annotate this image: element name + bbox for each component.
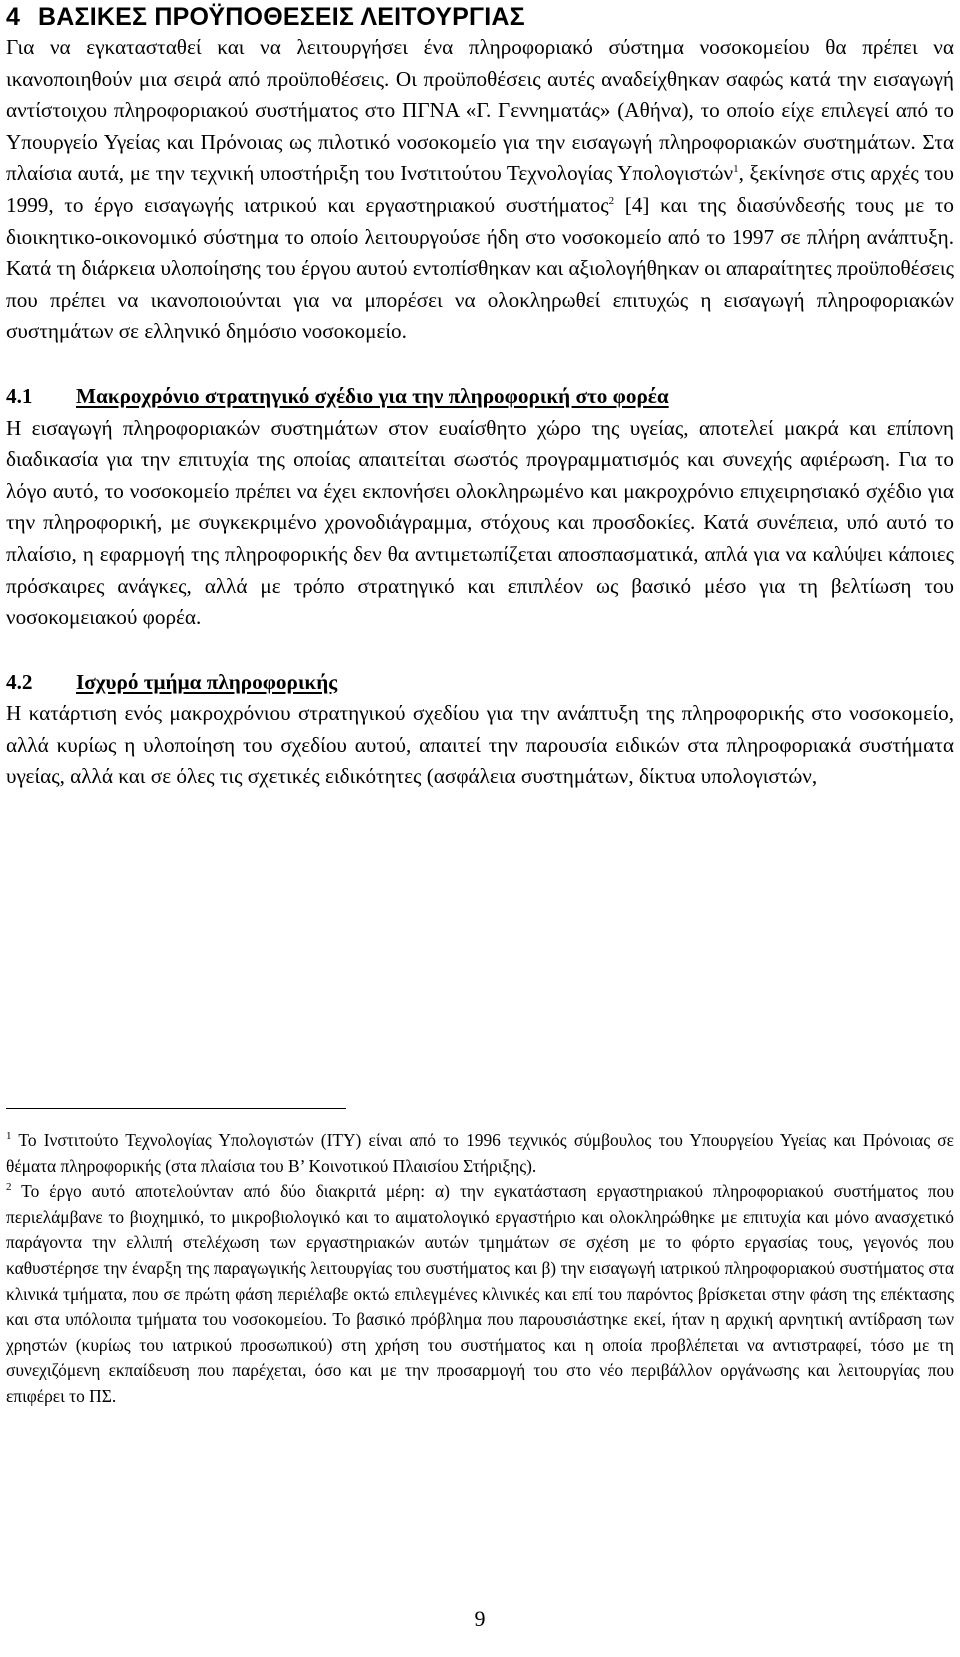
page-number: 9 (474, 1606, 486, 1631)
chapter-heading (6, 2, 954, 32)
footnote-2 (6, 1179, 954, 1409)
chapter-number: 4 (6, 3, 20, 31)
footnote-text: Το Ινστιτούτο Τεχνολογίας Υπολογιστών (ΙΤΥ) είναι από το 1996 τεχνικός σύμβουλος του Υπουργείου Υγείας και Πρόνοιας σε θέματα πληροφορικής (στα πλαίσια του Β’ Κοινοτικού Πλαισίου Στήριξης). (6, 1130, 954, 1176)
section-number: 4.2 (6, 669, 33, 694)
footnote-marker: 1 (6, 1130, 12, 1142)
intro-text-part-b: , ξεκίνησε στις αρχές του 1999, το έργο εισαγωγής ιατρικού και εργαστηριακού συστήματος (6, 161, 955, 217)
intro-paragraph (6, 32, 954, 348)
footnote-1 (6, 1128, 954, 1179)
footnote-separator (6, 1108, 346, 1109)
footnote-text: Το έργο αυτό αποτελούνταν από δύο διακριτά μέρη: α) την εγκατάσταση εργαστηριακού πληροφοριακού συστήματος που περιελάμβανε το βιοχημικό, το μικροβιολογικό και το αιματολογικό εργαστήριο και ολοκληρώθηκε με επιτυχία και μόνο ανασχετικό παράγοντα την ελλιπή στελέχωση των εργαστηριακών αυτών τμημάτων σε σχέση με το φόρτο εργασίας τους, γεγονός που καθυστέρησε την έναρξη της παραγωγικής λειτουργίας του συστήματος και β) την εισαγωγή ιατρικού πληροφοριακού συστήματος στα κλινικά τμήματα, που σε πρώτη φάση περιέλαβε οκτώ επιλεγμένες κλινικές και επί του παρόντος βρίσκεται στην φάση της επέκτασης και στα υπόλοιπα τμήματα του νοσοκομείου. Το βασικό πρόβλημα που παρουσιάστηκε εκεί, ήταν η αρχική αρνητική αντίδραση των χρηστών (κυρίως του ιατρικού προσωπικού) στη χρήση του συστήματος και η οποία προβλέπεται να αντιστραφεί, τόσο με τη συνεχιζόμενη εκπαίδευση που παρέχεται, όσο και με την προσαρμογή του στο νέο περιβάλλον οργάνωσης και λειτουργίας που επιφέρει το ΠΣ. (6, 1181, 954, 1406)
footnotes (6, 1128, 954, 1410)
section-heading-4-2 (6, 667, 954, 699)
chapter-title: ΒΑΣΙΚΕΣ ΠΡΟΫΠΟΘΕΣΕΙΣ ΛΕΙΤΟΥΡΓΙΑΣ (38, 3, 525, 31)
section-number: 4.1 (6, 383, 33, 408)
intro-text-part-a: Για να εγκατασταθεί και να λειτουργήσει ένα πληροφοριακό σύστημα νοσοκομείου θα πρέπει να ικανοποιηθούν μια σειρά από προϋποθέσεις. Οι προϋποθέσεις αυτές αναδείχθηκαν σαφώς κατά την εισαγωγή αντίστοιχου πληροφοριακού συστήματος στο ΠΓΝΑ «Γ. Γεννηματάς» (Αθήνα), το οποίο είχε επιλεγεί από το Υπουργείο Υγείας και Πρόνοιας ως πιλοτικό νοσοκομείο για την εισαγωγή πληροφοριακών συστημάτων. Στα πλαίσια αυτά, με την τεχνική υποστήριξη του Ινστιτούτου Τεχνολογίας Υπολογιστών (6, 35, 954, 186)
main-text (6, 2, 954, 793)
section-4-1-paragraph: Η εισαγωγή πληροφοριακών συστημάτων στον ευαίσθητο χώρο της υγείας, αποτελεί μακρά και επίπονη διαδικασία για την επιτυχία της οποίας απαιτείται σωστός προγραμματισμός και συνεχής αφιέρωση. Για το λόγο αυτό, το νοσοκομείο πρέπει να έχει εκπονήσει ολοκληρωμένο και μακροχρόνιο επιχειρησιακό σχέδιο για την πληροφορική, με συγκεκριμένο χρονοδιάγραμμα, στόχους και προσδοκίες. Κατά συνέπεια, υπό αυτό το πλαίσιο, η εφαρμογή της πληροφορικής δεν θα αντιμετωπίζεται αποσπασματικά, απλά για να καλύψει κάποιες πρόσκαιρες ανάγκες, αλλά με τρόπο στρατηγικό και επιπλέον ως βασικό μέσο για τη βελτίωση του νοσοκομειακού φορέα. (6, 415, 954, 630)
section-4-2-paragraph: Η κατάρτιση ενός μακροχρόνιου στρατηγικού σχεδίου για την ανάπτυξη της πληροφορικής στο νοσοκομείο, αλλά κυρίως η υλοποίηση του σχεδίου αυτού, απαιτεί την παρουσία ειδικών στα πληροφοριακά συστήματα υγείας, αλλά και σε όλες τις σχετικές ειδικότητες (ασφάλεια συστημάτων, δίκτυα υπολογιστών, (6, 701, 954, 789)
footnote-ref-2[interactable]: 2 (608, 194, 615, 207)
intro-text-part-c: [4] και της διασύνδεσής τους με το διοικητικο-οικονομικό σύστημα το οποίο λειτουργούσε ήδη στο νοσοκομείο από το 1997 σε πλήρη ανάπτυξη. Κατά τη διάρκεια υλοποίησης του έργου αυτού εντοπίσθηκαν και αξιολογήθηκαν οι απαραίτητες προϋποθέσεις που πρέπει να ικανοποιούνται για να μπορέσει να ολοκληρωθεί επιτυχώς η εισαγωγή πληροφοριακών συστημάτων σε ελληνικό δημόσιο νοσοκομείο. (6, 192, 954, 344)
footnote-ref-1[interactable]: 1 (733, 163, 739, 176)
section-heading-4-1 (6, 381, 954, 413)
footnote-marker: 2 (6, 1181, 12, 1194)
section-title: Μακροχρόνιο στρατηγικό σχέδιο για την πληροφορική στο φορέα (76, 383, 669, 408)
section-title: Ισχυρό τμήμα πληροφορικής (76, 669, 338, 694)
